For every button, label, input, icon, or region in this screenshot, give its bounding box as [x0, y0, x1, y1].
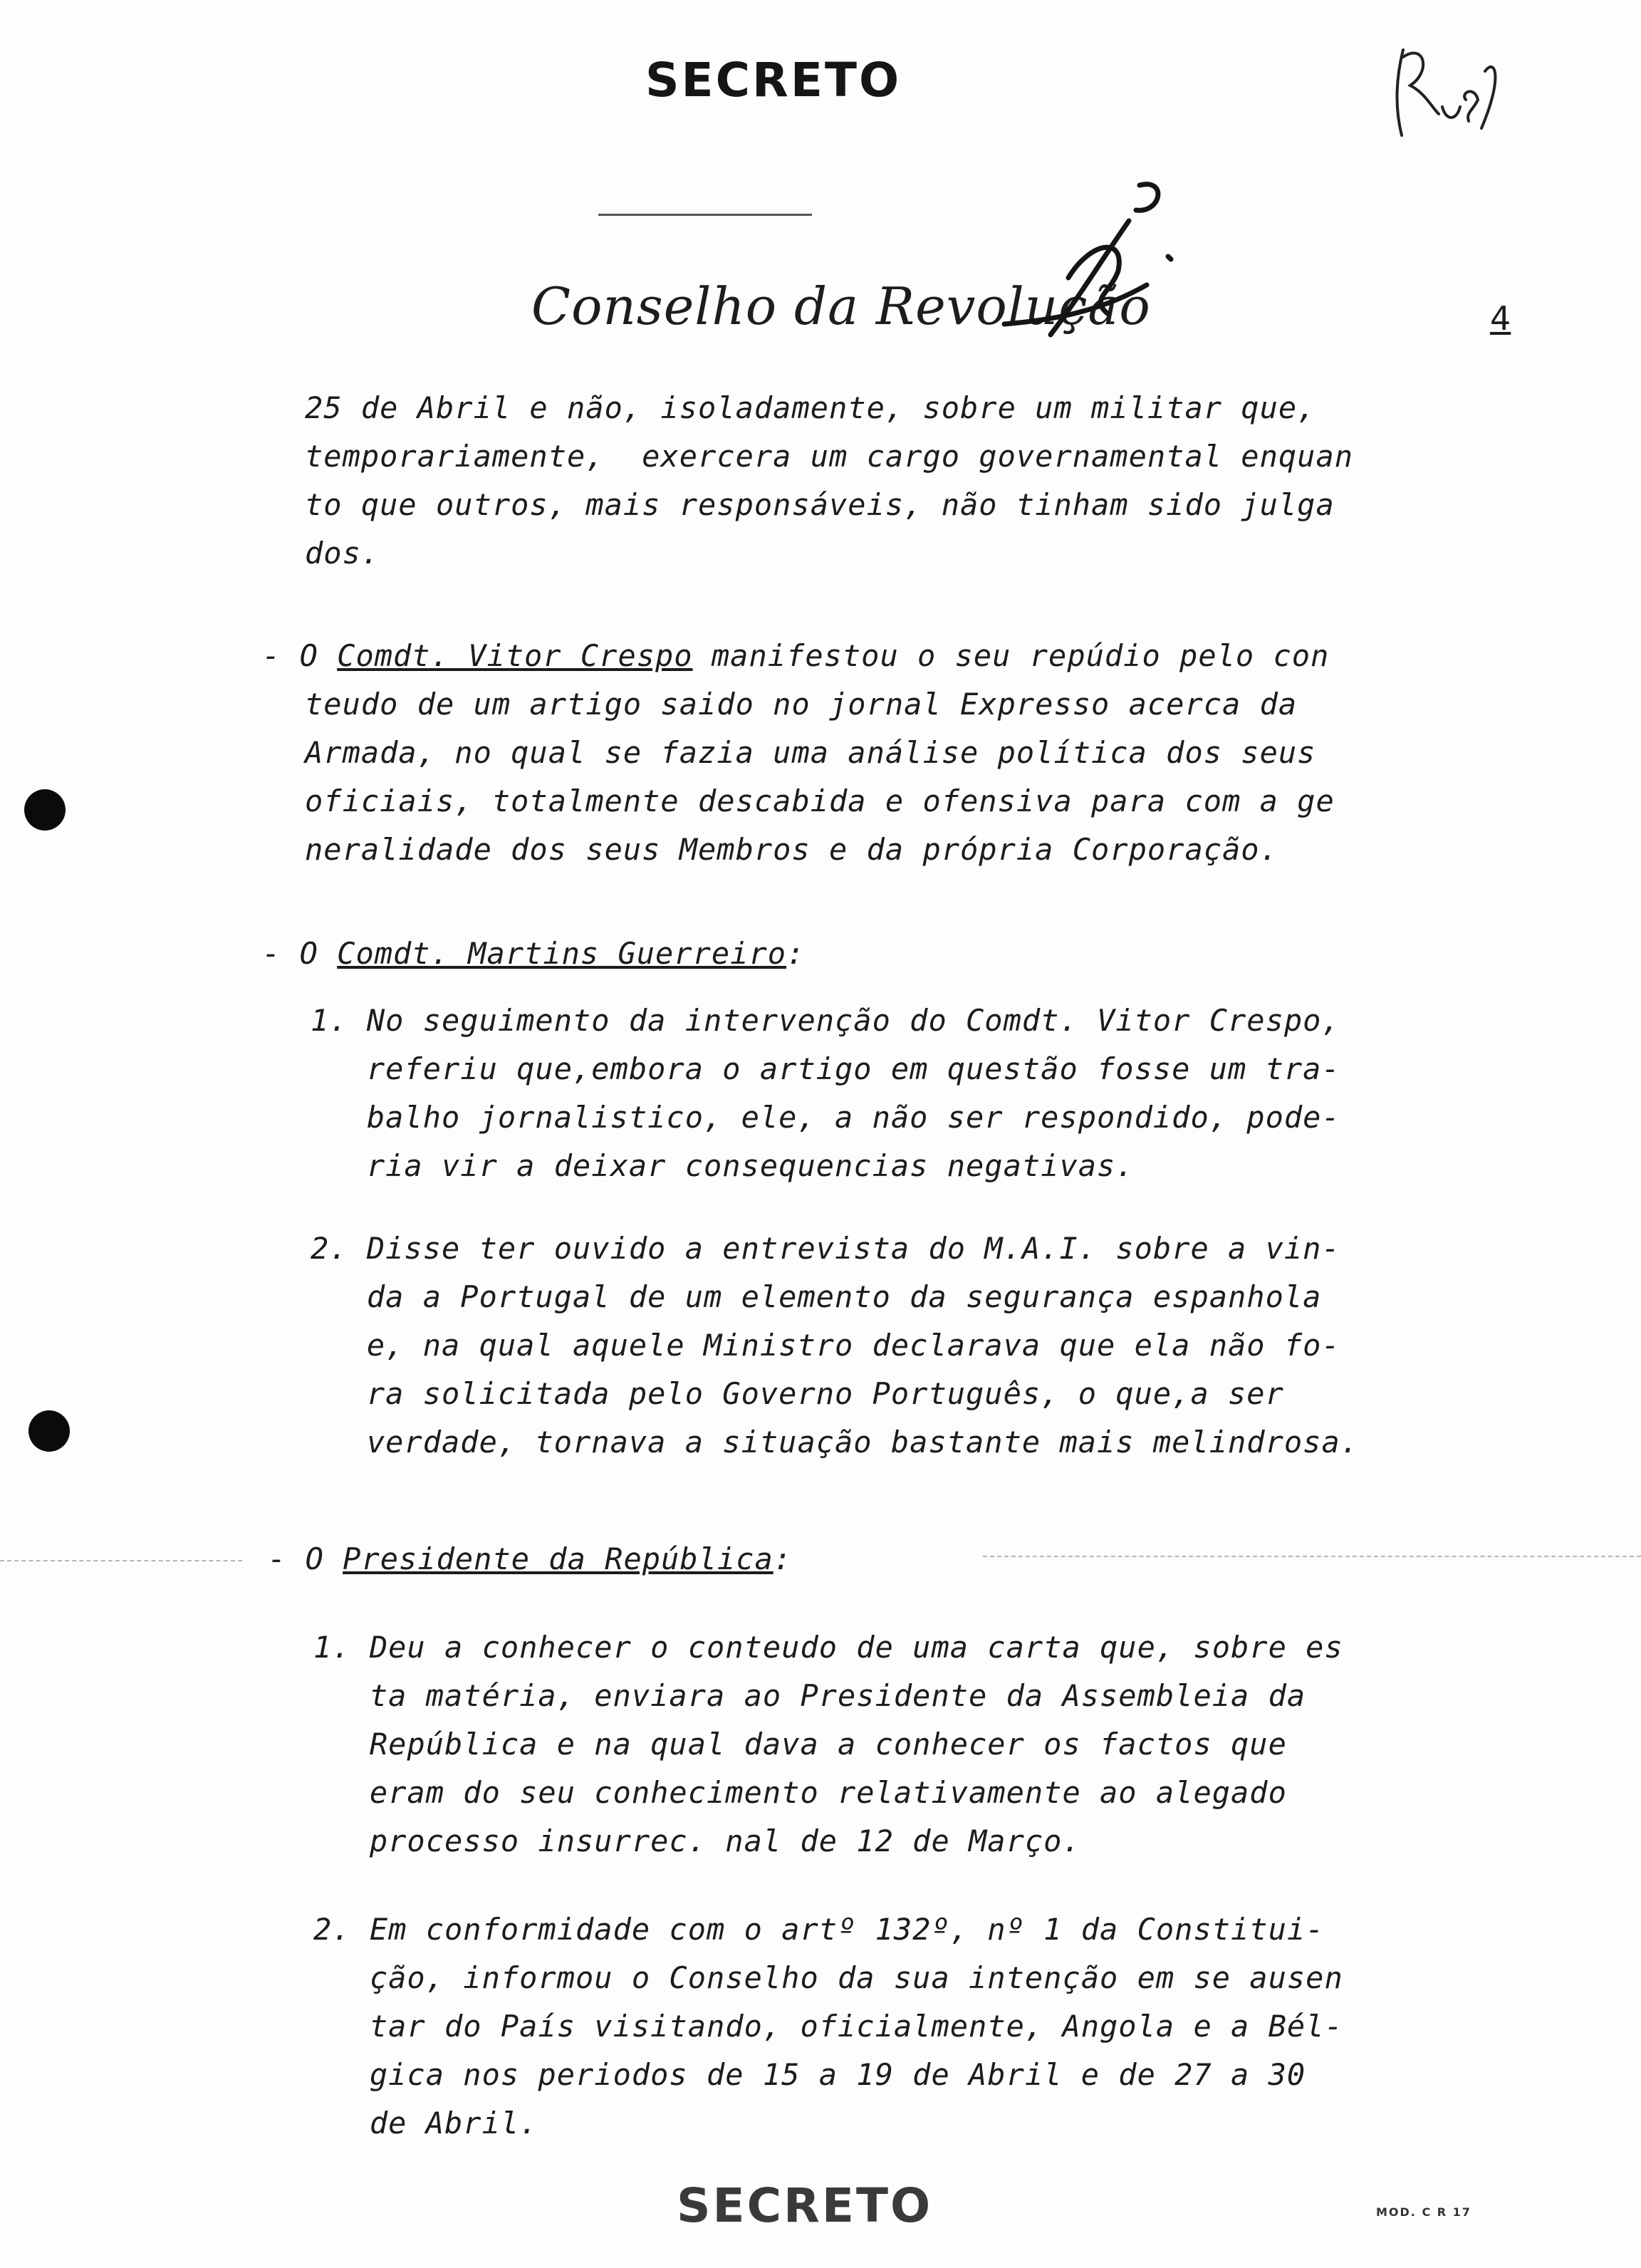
list-item-line: tar do País visitando, oficialmente, Angola e a Bél- — [313, 2009, 1343, 2044]
body-line: to que outros, mais responsáveis, não tinham sido julga — [305, 487, 1335, 522]
colon: : — [786, 936, 806, 971]
colon: : — [773, 1541, 793, 1576]
body-line: neralidade dos seus Membros e da própria Corporação. — [305, 832, 1278, 867]
section-guerreiro-heading — [262, 936, 805, 971]
list-item-line: verdade, tornava a situação bastante mais melindrosa. — [311, 1425, 1360, 1460]
dash-marker: - O — [262, 638, 318, 673]
list-item-line: 2. Disse ter ouvido a entrevista do M.A.I. sobre a vin- — [311, 1231, 1340, 1266]
section-crespo-heading — [262, 638, 1329, 673]
dash-marker: - O — [262, 936, 318, 971]
list-item-line: ra solicitada pelo Governo Português, o que,a ser — [311, 1376, 1284, 1411]
list-item-line: balho jornalistico, ele, a não ser respondido, pode- — [311, 1100, 1340, 1135]
body-line: oficiais, totalmente descabida e ofensiva para com a ge — [305, 784, 1335, 818]
header-title: Conselho da Revolução — [531, 276, 1151, 336]
list-item-line: ria vir a deixar consequencias negativas. — [311, 1148, 1135, 1183]
speaker-name: Comdt. Martins Guerreiro — [337, 936, 787, 971]
punch-hole — [24, 789, 66, 831]
list-item-line: referiu que,embora o artigo em questão fosse um tra- — [311, 1051, 1340, 1086]
list-item-line: República e na qual dava a conhecer os factos que — [313, 1727, 1287, 1762]
list-item-line: ta matéria, enviara ao Presidente da Assembleia da — [313, 1678, 1306, 1713]
scan-artifact — [0, 1560, 242, 1561]
list-item-line: eram do seu conhecimento relativamente ao alegado — [313, 1775, 1287, 1810]
signature — [983, 171, 1211, 356]
list-item-line: e, na qual aquele Ministro declarava que ela não fo- — [311, 1328, 1340, 1363]
section-text: manifestou o seu repúdio pelo con — [711, 638, 1330, 673]
header-rule — [598, 214, 812, 216]
body-line: dos. — [305, 536, 380, 571]
scan-artifact — [983, 1556, 1641, 1557]
list-item-line: da a Portugal de um elemento da segurança espanhola — [311, 1279, 1322, 1314]
list-item-line: ção, informou o Conselho da sua intenção em se ausen — [313, 1960, 1343, 1995]
body-line: temporariamente, exercera um cargo governamental enquan — [305, 439, 1354, 474]
list-item-line: processo insurrec. nal de 12 de Março. — [313, 1824, 1081, 1858]
list-item-line: 2. Em conformidade com o artº 132º, nº 1 da Constitui- — [313, 1912, 1325, 1947]
list-item-line: de Abril. — [313, 2106, 538, 2140]
dash-marker: - O — [268, 1541, 324, 1576]
speaker-name: Presidente da República — [343, 1541, 773, 1576]
handwritten-initials — [1389, 28, 1503, 142]
page-number: 4 — [1490, 299, 1511, 338]
secreto-stamp-top: SECRETO — [645, 53, 902, 108]
list-item-line: 1. Deu a conhecer o conteudo de uma carta que, sobre es — [313, 1630, 1343, 1665]
secreto-stamp-bottom: SECRETO — [677, 2178, 933, 2233]
body-line: teudo de um artigo saido no jornal Expresso acerca da — [305, 687, 1298, 722]
list-item-line: gica nos periodos de 15 a 19 de Abril e de 27 a 30 — [313, 2057, 1306, 2092]
form-code: MOD. C R 17 — [1376, 2205, 1471, 2219]
punch-hole — [28, 1410, 70, 1452]
list-item-line: 1. No seguimento da intervenção do Comdt. Vitor Crespo, — [311, 1003, 1340, 1038]
body-line: Armada, no qual se fazia uma análise política dos seus — [305, 735, 1316, 770]
body-line: 25 de Abril e não, isoladamente, sobre um militar que, — [305, 390, 1316, 425]
section-presidente-heading — [268, 1541, 792, 1576]
speaker-name: Comdt. Vitor Crespo — [337, 638, 693, 673]
